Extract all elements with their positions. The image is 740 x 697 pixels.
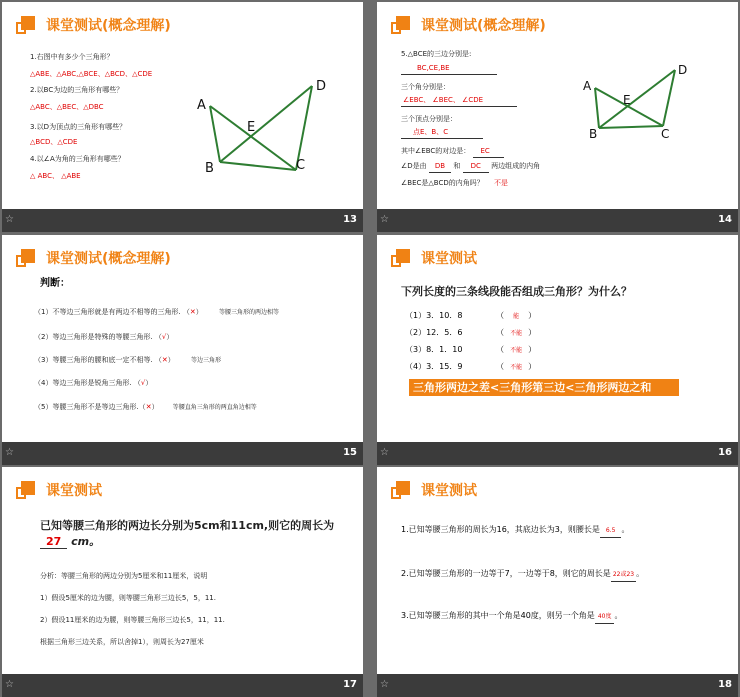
line-5: ∠D是由 DB 和 DC 两边组成的内角 bbox=[401, 160, 540, 173]
label-c: C bbox=[661, 127, 670, 141]
label-d: D bbox=[678, 63, 688, 77]
slide-number: 18 bbox=[718, 679, 732, 690]
slide-14-thumbnail[interactable] bbox=[377, 2, 738, 232]
slide-number: 15 bbox=[343, 447, 357, 458]
analysis-2: 2）假设11厘米的边为腰，则等腰三角形三边长5，11，11. bbox=[40, 616, 225, 624]
slide-title: 课堂测试(概念理解) bbox=[46, 251, 171, 267]
answer-db: DB bbox=[429, 160, 451, 173]
analysis-0: 分析：等腰三角形的两边分别为5厘米和11厘米，说明 bbox=[40, 572, 208, 580]
line-2: 三个角分别是： bbox=[401, 83, 450, 91]
answer-2: △ABC、△BEC、△DBC bbox=[30, 103, 104, 111]
question-2: 2.以BC为边的三角形有哪些？ bbox=[30, 86, 124, 94]
answer-2: 22或23 bbox=[611, 569, 636, 582]
row-3: （3）8．1．10 （ 不能 ） bbox=[405, 345, 537, 354]
row-2: （2）12．5．6 （ 不能 ） bbox=[405, 328, 537, 337]
star-icon[interactable]: ☆ bbox=[5, 679, 14, 690]
slide-body bbox=[2, 235, 363, 442]
line-6: ∠BEC是△BCD的内角吗？ 不是 bbox=[401, 179, 508, 187]
question-2: 2.已知等腰三角形的一边等于7，一边等于8，则它的周长是 22或23 。 bbox=[401, 568, 644, 582]
slide-footer bbox=[2, 674, 363, 697]
slide-13-thumbnail[interactable] bbox=[2, 2, 363, 232]
answer-dc: DC bbox=[463, 160, 489, 173]
logo-icon bbox=[16, 16, 38, 34]
answer-1: 6.5 bbox=[600, 525, 622, 538]
judge-item-4: （4）等边三角形是锐角三角形. （√） bbox=[34, 379, 153, 387]
logo-icon bbox=[16, 249, 38, 267]
label-e: E bbox=[623, 93, 631, 107]
line-3: 三个顶点分别是： bbox=[401, 115, 457, 123]
triangle-figure bbox=[577, 58, 697, 148]
slide-body bbox=[2, 2, 363, 209]
line-4: 其中∠EBC的对边是： EC bbox=[401, 145, 504, 158]
slide-body bbox=[377, 2, 738, 209]
label-d: D bbox=[316, 79, 327, 94]
slide-title: 课堂测试(概念理解) bbox=[46, 18, 171, 34]
line-1: 5.△BCE的三边分别是: bbox=[401, 50, 472, 58]
rule-banner: 三角形两边之差<三角形第三边<三角形两边之和 bbox=[409, 379, 679, 396]
question-3: 3.以D为顶点的三角形有哪些？ bbox=[30, 123, 127, 131]
judge-item-5: （5）等腰三角形不是等边三角形.（✕） 等腰直角三角形的两直角边相等 bbox=[34, 403, 257, 411]
star-icon[interactable]: ☆ bbox=[380, 679, 389, 690]
heading: 判断： bbox=[40, 278, 70, 289]
question-line-1: 已知等腰三角形的两边长分别为5cm和11cm,则它的周长为 bbox=[40, 519, 335, 532]
answer-1: △ABE、△ABC,△BCE、△BCD、△CDE bbox=[30, 70, 153, 78]
slide-footer bbox=[377, 674, 738, 697]
slide-number: 13 bbox=[343, 214, 357, 225]
question-1: 1.已知等腰三角形的周长为16，其底边长为3，则腰长是 6.5 。 bbox=[401, 524, 629, 538]
slide-15-thumbnail[interactable] bbox=[2, 235, 363, 465]
label-a: A bbox=[583, 79, 592, 93]
label-a: A bbox=[197, 98, 206, 113]
slide-title: 课堂测试 bbox=[46, 483, 102, 499]
label-b: B bbox=[205, 161, 214, 176]
slide-body bbox=[2, 467, 363, 674]
slide-body bbox=[377, 235, 738, 442]
label-b: B bbox=[589, 127, 598, 141]
slide-footer bbox=[377, 442, 738, 465]
label-e: E bbox=[247, 120, 256, 135]
judge-item-3: （3）等腰三角形的腰和底一定不相等. （✕） 等边三角形 bbox=[34, 356, 222, 364]
question-3: 3.已知等腰三角形的其中一个角是40度，则另一个角是 40度 。 bbox=[401, 610, 622, 624]
answer-3: △BCD、△CDE bbox=[30, 138, 78, 146]
slide-title: 课堂测试 bbox=[421, 251, 477, 267]
question-4: 4.以∠A为角的三角形有哪些？ bbox=[30, 155, 125, 163]
star-icon[interactable]: ☆ bbox=[380, 214, 389, 225]
judge-item-1: （1）不等边三角形就是有两边不相等的三角形. （✕） 等腰三角形的两边相等 bbox=[34, 308, 280, 316]
answer-3: 40度 bbox=[595, 611, 615, 624]
answer-opposite: EC bbox=[473, 145, 504, 158]
slide-number: 17 bbox=[343, 679, 357, 690]
slide-18-thumbnail[interactable] bbox=[377, 467, 738, 697]
star-icon[interactable]: ☆ bbox=[5, 447, 14, 458]
slide-17-thumbnail[interactable] bbox=[2, 467, 363, 697]
answer-angles: ∠EBC、 ∠BEC、 ∠CDE bbox=[403, 96, 484, 104]
slide-footer bbox=[2, 209, 363, 232]
logo-icon bbox=[391, 481, 413, 499]
answer-sides: BC,CE,BE bbox=[417, 64, 450, 72]
analysis-3: 根据三角形三边关系，所以舍掉1），则周长为27厘米 bbox=[40, 638, 204, 646]
label-c: C bbox=[296, 158, 306, 173]
question: 下列长度的三条线段能否组成三角形？为什么？ bbox=[401, 285, 632, 298]
star-icon[interactable]: ☆ bbox=[380, 447, 389, 458]
question-1: 1.右图中有多少个三角形？ bbox=[30, 53, 114, 61]
slide-title: 课堂测试 bbox=[421, 483, 477, 499]
row-4: （4）3．15．9 （ 不能 ） bbox=[405, 362, 537, 371]
triangle-figure bbox=[192, 72, 332, 182]
slide-16-thumbnail[interactable] bbox=[377, 235, 738, 465]
answer-perimeter: 27 bbox=[40, 536, 67, 549]
row-1: （1）3．10．8 （ 能 ） bbox=[405, 311, 537, 320]
logo-icon bbox=[391, 16, 413, 34]
answer-4: △ ABC、 △ABE bbox=[30, 172, 81, 180]
answer-no: 不是 bbox=[493, 179, 508, 187]
slide-number: 16 bbox=[718, 447, 732, 458]
logo-icon bbox=[16, 481, 38, 499]
judge-item-2: （2）等边三角形是特殊的等腰三角形. （√） bbox=[34, 333, 174, 341]
slide-footer bbox=[377, 209, 738, 232]
star-icon[interactable]: ☆ bbox=[5, 214, 14, 225]
logo-icon bbox=[391, 249, 413, 267]
answer-vertices: 点E、B、C bbox=[413, 128, 449, 136]
slide-number: 14 bbox=[718, 214, 732, 225]
slide-footer bbox=[2, 442, 363, 465]
slide-body bbox=[377, 467, 738, 674]
question-line-2: 27 cm。 bbox=[40, 536, 100, 549]
slide-title: 课堂测试(概念理解) bbox=[421, 18, 546, 34]
analysis-1: 1）假设5厘米的边为腰，则等腰三角形三边长5，5，11. bbox=[40, 594, 216, 602]
